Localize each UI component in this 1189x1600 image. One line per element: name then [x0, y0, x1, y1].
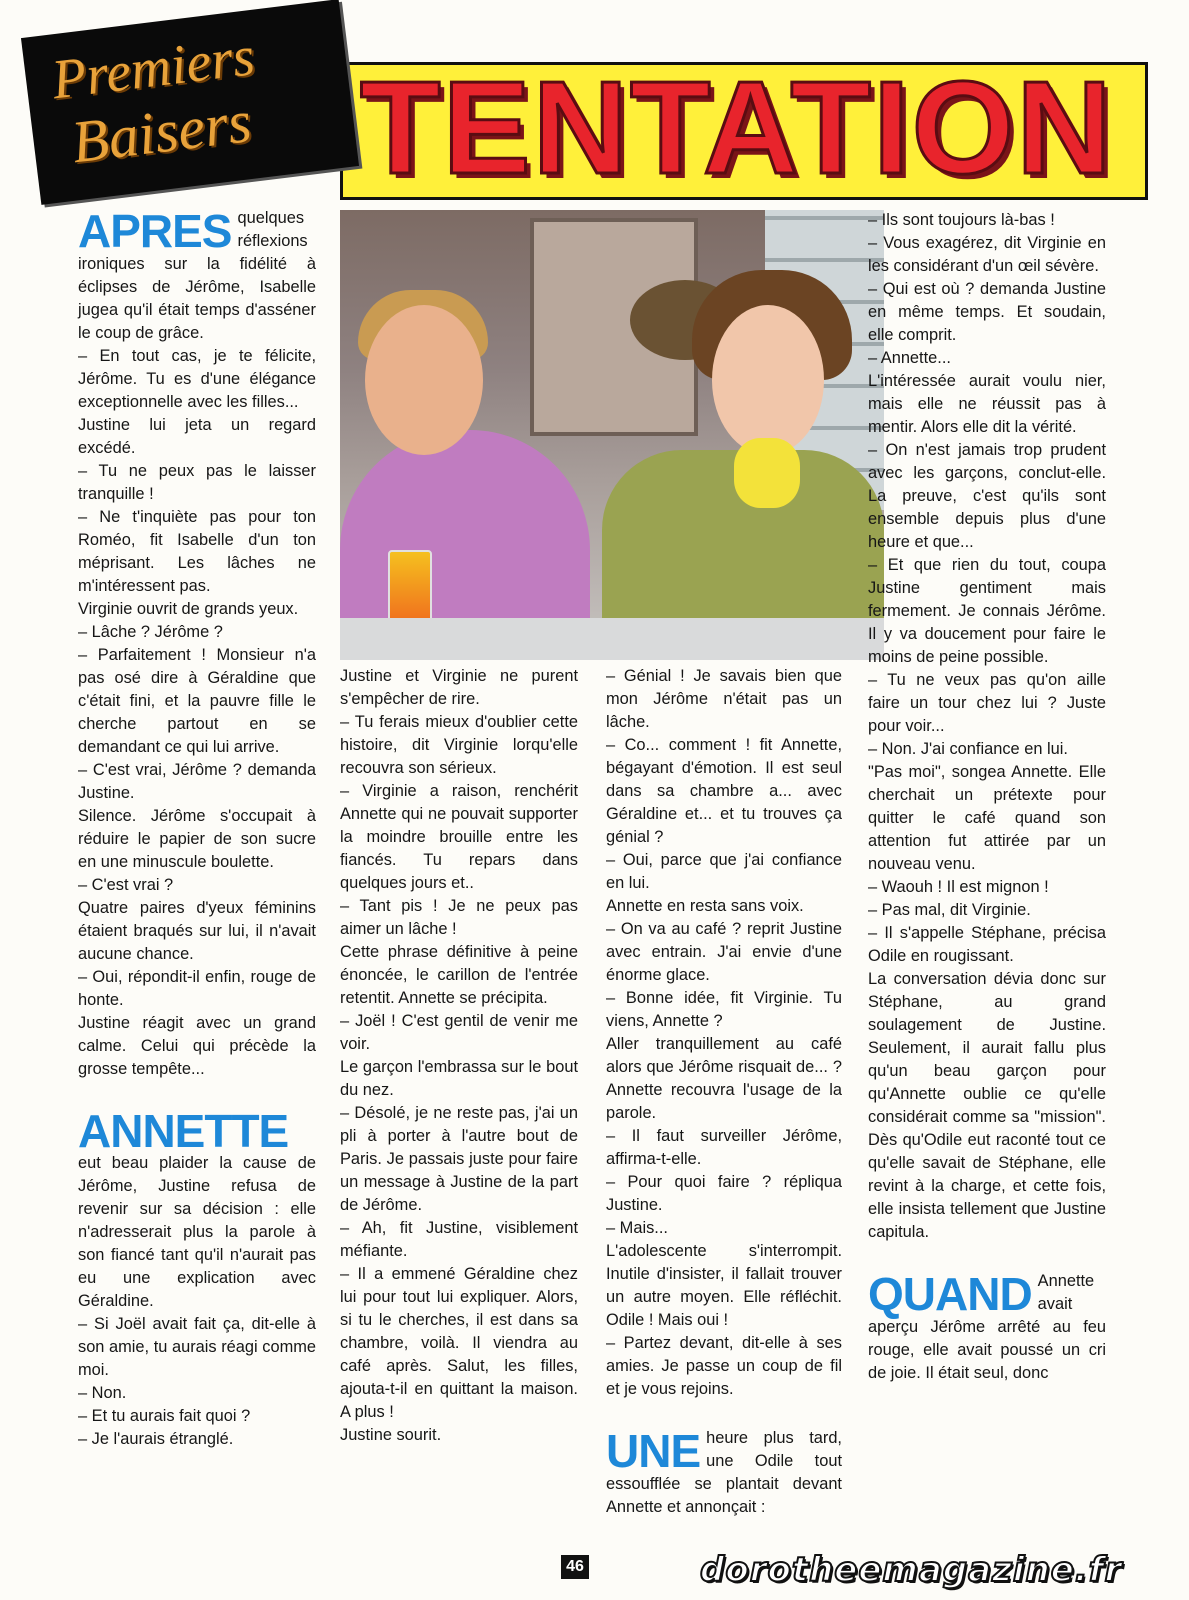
paragraph-text: – Ils sont toujours là-bas ! — [868, 211, 1055, 229]
paragraph — [868, 876, 1106, 899]
paragraph — [606, 665, 842, 734]
paragraph-text: – C'est vrai ? — [78, 876, 174, 894]
paragraph — [78, 506, 316, 598]
paragraph-text: Le garçon l'embrassa sur le bout du nez. — [340, 1058, 578, 1099]
paragraph — [606, 895, 842, 918]
paragraph-text: – Non. J'ai confiance en lui. — [868, 740, 1068, 758]
paragraph-text: Aller tranquillement au café alors que Jérôme risquait de... ? Annette recouvra l'usage de la parole. — [606, 1035, 842, 1122]
paragraph — [868, 899, 1106, 922]
paragraph-text: – Parfaitement ! Monsieur n'a pas osé dire à Géraldine que c'était fini, et la pauvre fille le cherche partout en se demandant ce qui lui arrive. — [78, 646, 316, 756]
drop-cap-word: ANNETTE — [78, 1105, 289, 1157]
paragraph — [606, 1171, 842, 1217]
paragraph-text: Justine lui jeta un regard excédé. — [78, 416, 316, 457]
paragraph — [78, 805, 316, 874]
paragraph — [868, 669, 1106, 738]
paragraph-text: – Pas mal, dit Virginie. — [868, 901, 1031, 919]
paragraph — [606, 918, 842, 987]
paragraph-text: – Génial ! Je savais bien que mon Jérôme n'était pas un lâche. — [606, 667, 842, 731]
paragraph — [78, 1382, 316, 1405]
paragraph — [340, 1263, 578, 1424]
paragraph — [340, 941, 578, 1010]
paragraph — [78, 759, 316, 805]
paragraph — [78, 345, 316, 414]
paragraph-text: Annette avait aperçu Jérôme arrêté au feu rouge, elle avait poussé un cri de joie. Il était seul, donc — [868, 1272, 1106, 1382]
drop-cap-word: APRES — [78, 205, 232, 257]
paragraph-text: Cette phrase définitive à peine énoncée, le carillon de l'entrée retentit. Annette se précipita. — [340, 943, 578, 1007]
paragraph — [78, 598, 316, 621]
paragraph-text: Quatre paires d'yeux féminins étaient braqués sur lui, il n'avait aucune chance. — [78, 899, 316, 963]
paragraph-text: – Désolé, je ne reste pas, j'ai un pli à porter à l'autre bout de Paris. Je passais juste pour faire un message à Justine de la part de Jérôme. — [340, 1104, 578, 1214]
paragraph — [868, 347, 1106, 370]
paragraph — [868, 738, 1106, 761]
photo-yellow-scarf — [734, 438, 800, 508]
paragraph-text: – Annette... — [868, 349, 951, 367]
paragraph-text: – Tu ne peux pas le laisser tranquille ! — [78, 462, 316, 503]
paragraph — [78, 966, 316, 1012]
paragraph-text: – Il a emmené Géraldine chez lui pour tout lui expliquer. Alors, si tu le cherches, il est dans sa chambre, voilà. Il viendra au café après. Salut, les filles, ajouta-t-il en quittant la maison. A plus ! — [340, 1265, 578, 1421]
paragraph — [868, 554, 1106, 669]
paragraph-text: – Non. — [78, 1384, 127, 1402]
paragraph-text: "Pas moi", songea Annette. Elle cherchait un prétexte pour quitter le café quand son attention fut attirée par un nouveau venu. — [868, 763, 1106, 873]
paragraph — [606, 1033, 842, 1125]
paragraph — [340, 1102, 578, 1217]
paragraph — [78, 207, 316, 345]
paragraph-text: – Vous exagérez, dit Virginie en les considérant d'un œil sévère. — [868, 234, 1106, 275]
paragraph-text: Justine réagit avec un grand calme. Celui qui précède la grosse tempête... — [78, 1014, 316, 1078]
photo-juice-glass — [388, 550, 432, 626]
paragraph-text: – Je l'aurais étranglé. — [78, 1430, 234, 1448]
paragraph-text: – Tu ferais mieux d'oublier cette histoire, dit Virginie lorqu'elle recouvra son sérieux. — [340, 713, 578, 777]
article-photo — [340, 210, 884, 660]
paragraph-text: Virginie ouvrit de grands yeux. — [78, 600, 299, 618]
paragraph-text: – Et tu aurais fait quoi ? — [78, 1407, 251, 1425]
photo-girl-right-face — [712, 305, 824, 455]
paragraph-text: – En tout cas, je te félicite, Jérôme. Tu es d'une élégance exceptionnelle avec les filles... — [78, 347, 316, 411]
paragraph — [78, 897, 316, 966]
paragraph — [78, 621, 316, 644]
paragraph-text: – C'est vrai, Jérôme ? demanda Justine. — [78, 761, 316, 802]
paragraph-text: – Mais... — [606, 1219, 668, 1237]
paragraph — [606, 987, 842, 1033]
paragraph — [868, 278, 1106, 347]
logo-line-2: Baisers — [68, 87, 255, 176]
paragraph-text: – Bonne idée, fit Virginie. Tu viens, Annette ? — [606, 989, 842, 1030]
paragraph — [606, 849, 842, 895]
paragraph-text: Justine sourit. — [340, 1426, 442, 1444]
paragraph — [78, 460, 316, 506]
paragraph-text: – Oui, répondit-il enfin, rouge de honte. — [78, 968, 316, 1009]
site-watermark: dorotheemagazine.fr — [700, 1550, 1123, 1590]
paragraph-text: – Ne t'inquiète pas pour ton Roméo, fit Isabelle d'un ton méprisant. Les lâches ne m'intéressent pas. — [78, 508, 316, 595]
paragraph-text: – On va au café ? reprit Justine avec entrain. J'ai envie d'une énorme glace. — [606, 920, 842, 984]
paragraph — [78, 1012, 316, 1081]
paragraph — [868, 922, 1106, 968]
paragraph — [340, 1010, 578, 1056]
paragraph-text: Annette en resta sans voix. — [606, 897, 804, 915]
paragraph — [78, 1107, 316, 1313]
logo-line-1: Premiers — [48, 25, 258, 112]
paragraph-text: – Lâche ? Jérôme ? — [78, 623, 223, 641]
paragraph-text: – Il s'appelle Stéphane, précisa Odile en rougissant. — [868, 924, 1106, 965]
paragraph — [868, 968, 1106, 1244]
paragraph — [78, 414, 316, 460]
paragraph-text: – Virginie a raison, renchérit Annette qui ne pouvait supporter la moindre brouille entre les fiancés. Tu repars dans quelques jours et.. — [340, 782, 578, 892]
paragraph — [868, 439, 1106, 554]
paragraph-text: – Si Joël avait fait ça, dit-elle à son amie, tu aurais réagi comme moi. — [78, 1315, 316, 1379]
paragraph-text: eut beau plaider la cause de Jérôme, Justine refusa de revenir sur sa décision : elle n'adresserait plus la parole à son fiancé tant qu'il n'aurait pas eu une explication avec Géraldine. — [78, 1154, 316, 1310]
paragraph-text: L'intéressée aurait voulu nier, mais elle ne réussit pas à mentir. Alors elle dit la vérité. — [868, 372, 1106, 436]
paragraph — [868, 1270, 1106, 1385]
paragraph — [868, 370, 1106, 439]
paragraph-text: – Tant pis ! Je ne peux pas aimer un lâche ! — [340, 897, 578, 938]
paragraph — [340, 665, 578, 711]
paragraph-text: – Co... comment ! fit Annette, bégayant d'émotion. Il est seul dans sa chambre a... avec Géraldine et... et tu trouves ça génial ? — [606, 736, 842, 846]
paragraph — [868, 209, 1106, 232]
paragraph — [606, 1217, 842, 1240]
photo-table — [340, 618, 884, 660]
paragraph-text: Silence. Jérôme s'occupait à réduire le papier de son sucre en une minuscule boulette. — [78, 807, 316, 871]
paragraph-text: – Partez devant, dit-elle à ses amies. Je passe un coup de fil et je vous rejoins. — [606, 1334, 842, 1398]
paragraph — [78, 1313, 316, 1382]
paragraph-text: – Oui, parce que j'ai confiance en lui. — [606, 851, 842, 892]
paragraph — [868, 761, 1106, 876]
series-logo — [21, 0, 359, 205]
paragraph-text: Justine et Virginie ne purent s'empêcher de rire. — [340, 667, 578, 708]
paragraph — [340, 780, 578, 895]
paragraph-text: – Et que rien du tout, coupa Justine gentiment mais fermement. Je connais Jérôme. Il y va doucement pour faire le moins de peine possible. — [868, 556, 1106, 666]
paragraph — [606, 1240, 842, 1332]
paragraph — [78, 1428, 316, 1451]
text-column-1 — [78, 207, 316, 1451]
drop-cap-word: UNE — [606, 1425, 701, 1477]
photo-girl-left-face — [365, 305, 483, 455]
paragraph-text: quelques réflexions ironiques sur la fidélité à éclipses de Jérôme, Isabelle jugea qu'il était temps d'asséner le coup de grâce. — [78, 209, 316, 342]
drop-cap-word: QUAND — [868, 1268, 1032, 1320]
text-column-2 — [340, 665, 578, 1447]
paragraph-text: L'adolescente s'interrompit. Inutile d'insister, il fallait trouver un autre moyen. Elle réfléchit. Odile ! Mais oui ! — [606, 1242, 842, 1329]
paragraph-text: – Waouh ! Il est mignon ! — [868, 878, 1049, 896]
paragraph-text: – Ah, fit Justine, visiblement méfiante. — [340, 1219, 578, 1260]
paragraph — [340, 1217, 578, 1263]
paragraph — [340, 1424, 578, 1447]
paragraph — [340, 1056, 578, 1102]
paragraph — [868, 232, 1106, 278]
paragraph-text: – Qui est où ? demanda Justine en même temps. Et soudain, elle comprit. — [868, 280, 1106, 344]
paragraph-text: – Tu ne veux pas qu'on aille faire un tour chez lui ? Juste pour voir... — [868, 671, 1106, 735]
paragraph — [606, 734, 842, 849]
paragraph-text: La conversation dévia donc sur Stéphane, au grand soulagement de Justine. Seulement, il aurait fallu plus qu'un beau garçon pour qu'Annette oublie ce qu'elle considérait comme sa "mission". Dès qu'Odile eut raconté tout ce qu'elle savait de Stéphane, elle revint à la charge, et cette fois, elle insista tellement que Justine capitula. — [868, 970, 1106, 1241]
paragraph — [340, 895, 578, 941]
page-number: 46 — [561, 1555, 589, 1579]
text-column-3 — [606, 665, 842, 1519]
paragraph-text: – On n'est jamais trop prudent avec les garçons, conclut-elle. La preuve, c'est qu'ils sont ensemble depuis plus d'une heure et que... — [868, 441, 1106, 551]
paragraph-text: – Joël ! C'est gentil de venir me voir. — [340, 1012, 578, 1053]
paragraph-text: heure plus tard, une Odile tout essoufflée se plantait devant Annette et annonçait : — [606, 1429, 842, 1516]
paragraph — [606, 1125, 842, 1171]
paragraph — [78, 874, 316, 897]
paragraph — [340, 711, 578, 780]
paragraph — [606, 1427, 842, 1519]
article-title: TENTATION — [360, 54, 1114, 201]
paragraph — [78, 644, 316, 759]
paragraph-text: – Pour quoi faire ? répliqua Justine. — [606, 1173, 842, 1214]
paragraph-text: – Il faut surveiller Jérôme, affirma-t-elle. — [606, 1127, 842, 1168]
paragraph — [606, 1332, 842, 1401]
paragraph — [78, 1405, 316, 1428]
text-column-4 — [868, 209, 1106, 1385]
